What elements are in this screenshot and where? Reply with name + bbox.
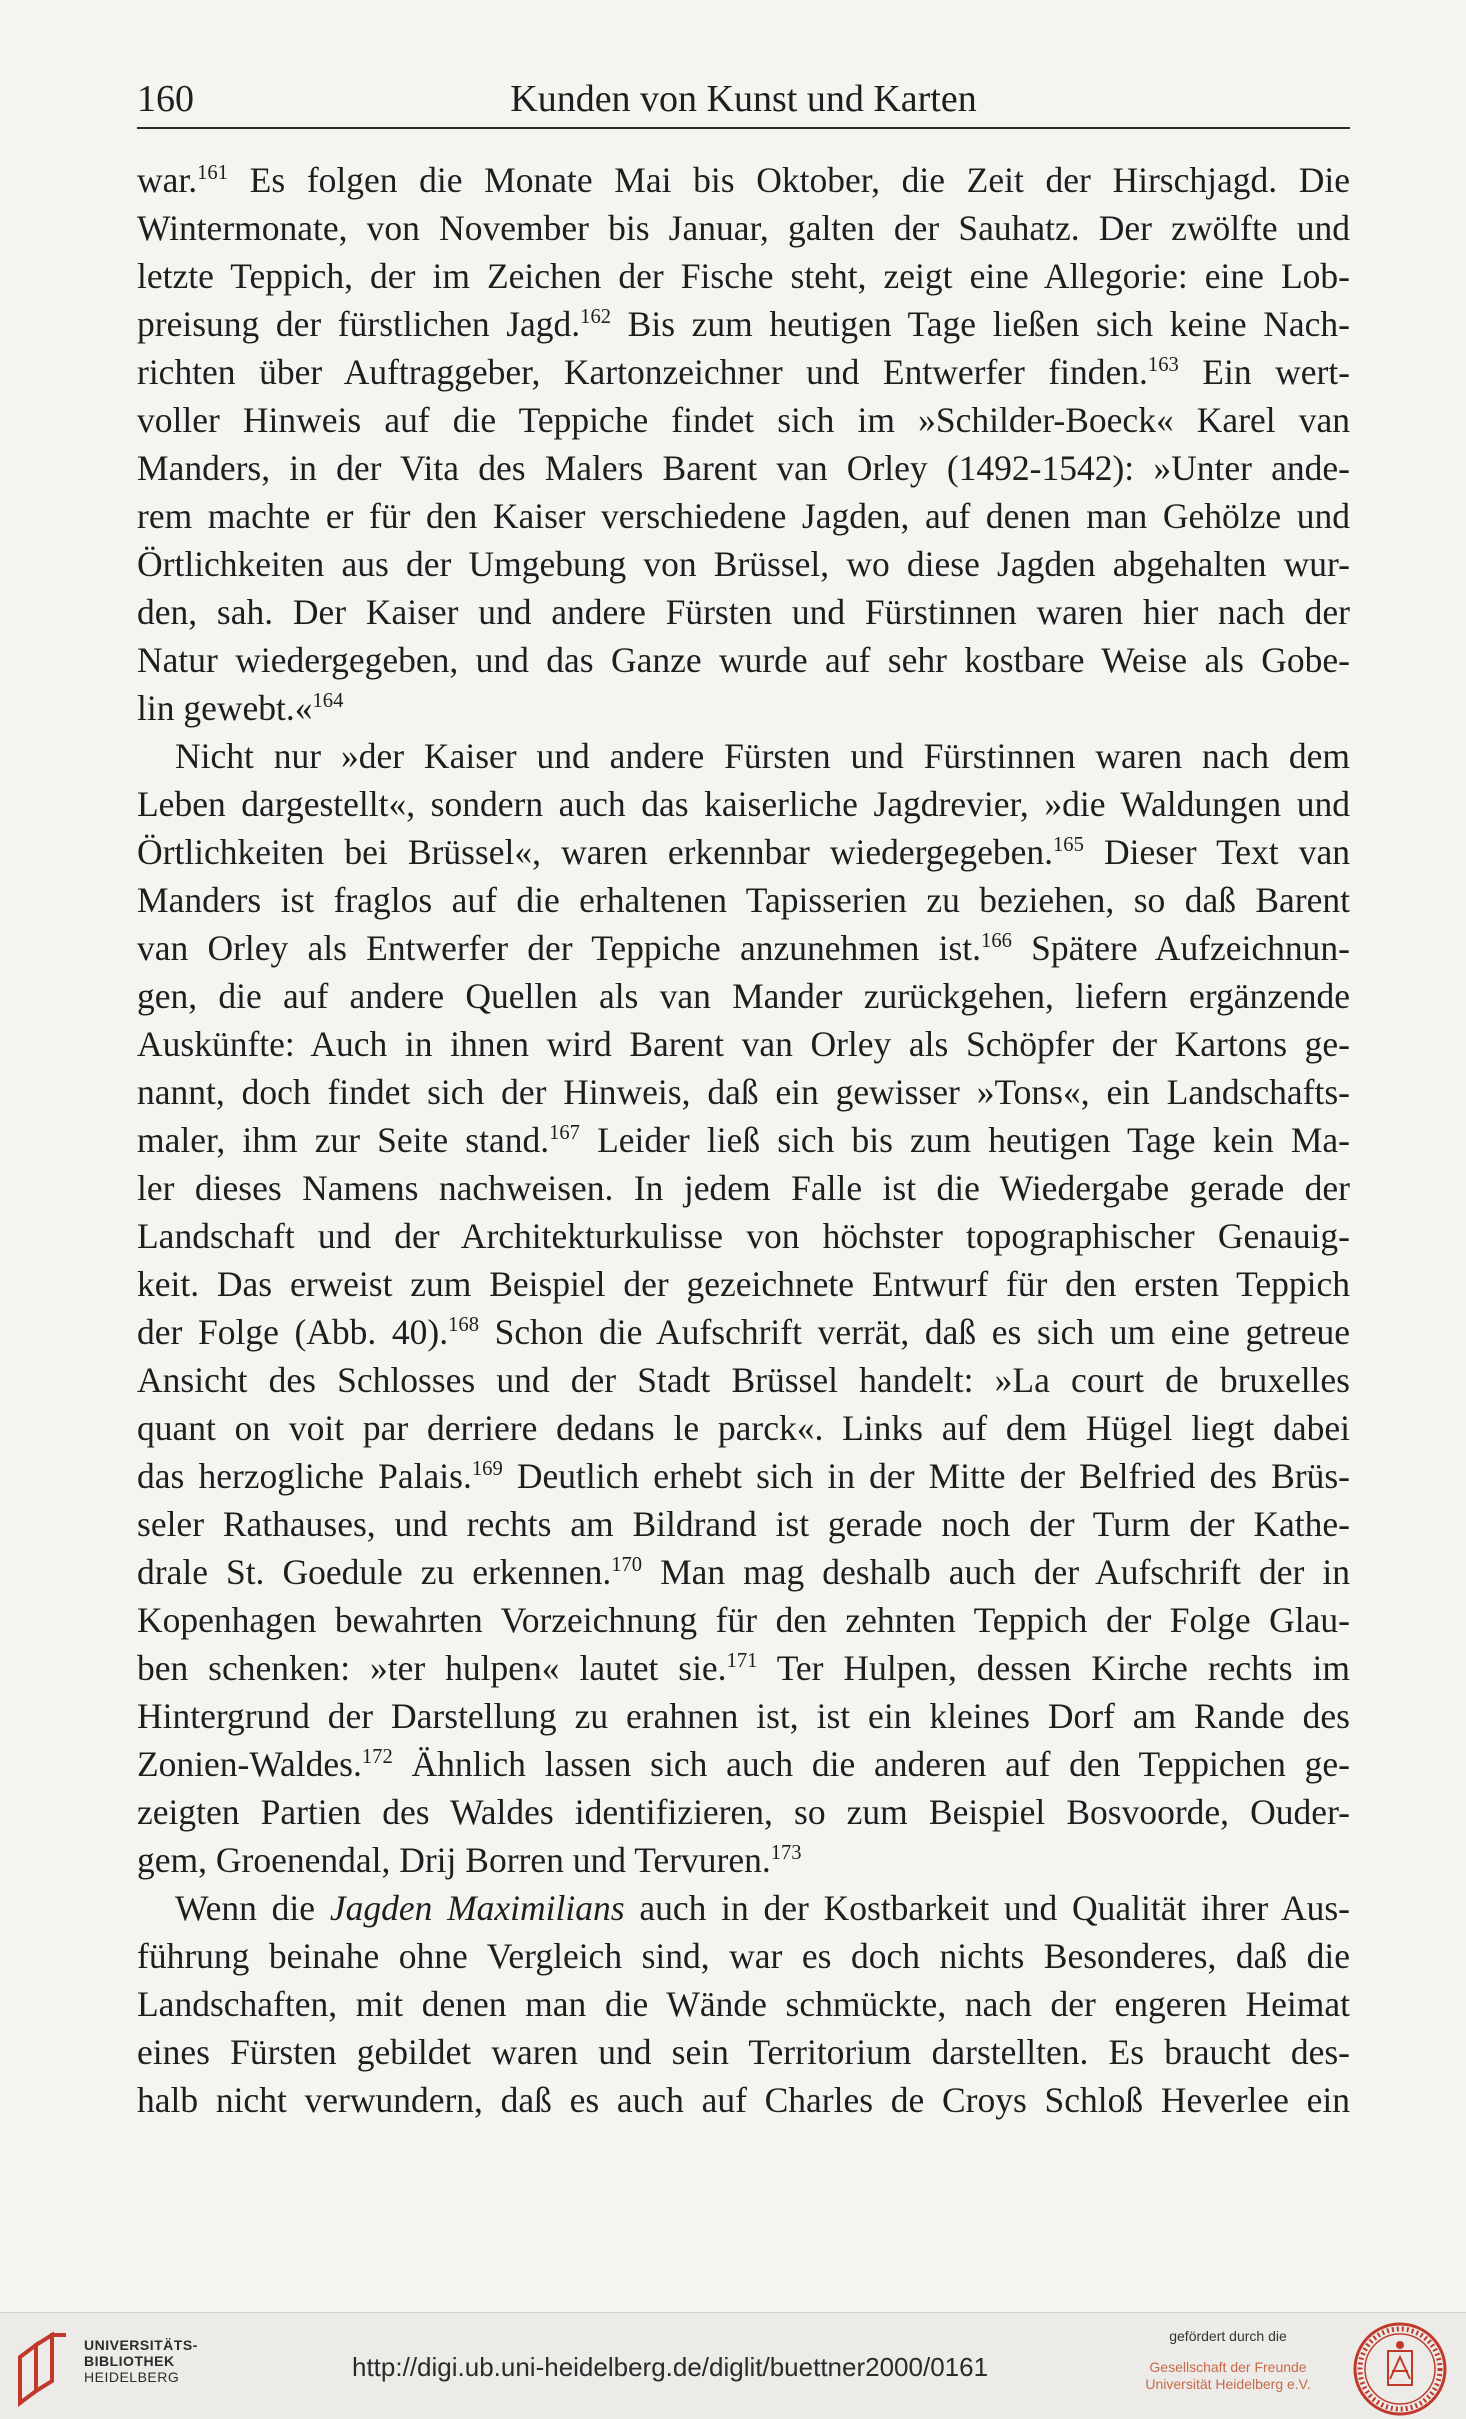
line — [137, 1980, 1350, 2028]
text-run: das herzogliche Palais. — [137, 1456, 472, 1496]
line — [137, 348, 1350, 396]
sponsor — [1128, 2327, 1328, 2393]
text-run: maler, ihm zur Seite stand. — [137, 1120, 550, 1160]
text-run: Wintermonate, von November bis Januar, galten der Sauhatz. Der zwölfte und — [137, 208, 1350, 248]
footnote-ref: 164 — [312, 690, 344, 713]
text-run: Manders, in der Vita des Malers Barent van Orley (1492-1542): »Unter ande- — [137, 448, 1350, 488]
line — [137, 204, 1350, 252]
text-run: Ansicht des Schlosses und der Stadt Brüssel handelt: »La court de bruxelles — [137, 1360, 1350, 1400]
line — [137, 444, 1350, 492]
line — [137, 492, 1350, 540]
line — [137, 636, 1350, 684]
footnote-ref: 161 — [197, 162, 229, 185]
sponsor-org-line: Universität Heidelberg e.V. — [1145, 2376, 1311, 2392]
text-run: Örtlichkeiten aus der Umgebung von Brüssel, wo diese Jagden abgehalten wur- — [137, 544, 1350, 584]
digitization-footer — [0, 2312, 1466, 2419]
line — [137, 396, 1350, 444]
line — [137, 1020, 1350, 1068]
line — [137, 1260, 1350, 1308]
line — [137, 1452, 1350, 1500]
text-run: preisung der fürstlichen Jagd. — [137, 304, 581, 344]
line — [137, 1164, 1350, 1212]
italic-title: Jagden Maximilians — [329, 1888, 625, 1928]
text-run: nannt, doch findet sich der Hinweis, daß ein gewisser »Tons«, ein Landschafts- — [137, 1072, 1350, 1112]
footnote-ref: 171 — [726, 1650, 758, 1673]
line — [137, 588, 1350, 636]
text-run: ben schenken: »ter hulpen« lautet sie. — [137, 1648, 727, 1688]
footnote-ref: 166 — [981, 930, 1012, 953]
text-run: Wenn die — [175, 1888, 330, 1928]
text-run: rem machte er für den Kaiser verschiedene Jagden, auf denen man Gehölze und — [137, 496, 1350, 536]
footnote-ref: 172 — [361, 1746, 393, 1769]
line — [137, 1548, 1350, 1596]
text-run: Kopenhagen bewahrten Vorzeichnung für den zehnten Teppich der Folge Glau- — [137, 1600, 1350, 1640]
text-run: Nicht nur »der Kaiser und andere Fürsten und Fürstinnen waren nach dem — [175, 736, 1350, 776]
text-run: gen, die auf andere Quellen als van Mander zurückgehen, liefern ergänzende — [137, 976, 1350, 1016]
footnote-ref: 170 — [611, 1554, 643, 1577]
line — [137, 2028, 1350, 2076]
text-run: Landschaften, mit denen man die Wände schmückte, nach der engeren Heimat — [137, 1984, 1350, 2024]
library-name-line: BIBLIOTHEK — [84, 2353, 175, 2369]
line — [137, 1596, 1350, 1644]
text-run: seler Rathauses, und rechts am Bildrand ist gerade noch der Turm der Kathe- — [137, 1504, 1350, 1544]
text-run: war. — [137, 160, 198, 200]
sponsor-lead: gefördert durch die — [1169, 2328, 1287, 2344]
text-run: Manders ist fraglos auf die erhaltenen Tapisserien zu beziehen, so daß Barent — [137, 880, 1350, 920]
library-name-line: UNIVERSITÄTS- — [84, 2337, 198, 2353]
line — [137, 1212, 1350, 1260]
text-run: Deutlich erhebt sich in der Mitte der Belfried des Brüs- — [502, 1456, 1350, 1496]
text-run: zeigten Partien des Waldes identifizieren, so zum Beispiel Bosvoorde, Ouder- — [137, 1792, 1350, 1832]
page-number: 160 — [137, 78, 194, 120]
text-run: richten über Auftraggeber, Kartonzeichner und Entwerfer finden. — [137, 352, 1148, 392]
footnote-ref: 165 — [1053, 834, 1084, 857]
library-name — [84, 2337, 198, 2385]
text-run: drale St. Goedule zu erkennen. — [137, 1552, 612, 1592]
text-run: van Orley als Entwerfer der Teppiche anzunehmen ist. — [137, 928, 982, 968]
line — [137, 2076, 1350, 2124]
text-run: Man mag deshalb auch der Aufschrift der in — [642, 1552, 1350, 1592]
body-text — [137, 156, 1350, 2124]
line — [137, 1836, 1350, 1884]
text-run: Schon die Aufschrift verrät, daß es sich um eine getreue — [479, 1312, 1350, 1352]
text-run: Dieser Text van — [1083, 832, 1350, 872]
text-run: voller Hinweis auf die Teppiche findet sich im »Schilder-Boeck« Karel van — [137, 400, 1350, 440]
text-run: Landschaft und der Architekturkulisse von höchster topographischer Genauig- — [137, 1216, 1350, 1256]
text-run: Örtlichkeiten bei Brüssel«, waren erkennbar wiedergegeben. — [137, 832, 1053, 872]
line — [137, 540, 1350, 588]
line — [137, 684, 1350, 732]
text-run: Natur wiedergegeben, und das Ganze wurde auf sehr kostbare Weise als Gobe- — [137, 640, 1350, 680]
footnote-ref: 167 — [549, 1122, 580, 1145]
text-run: letzte Teppich, der im Zeichen der Fische steht, zeigt eine Allegorie: eine Lob- — [137, 256, 1350, 296]
ub-heidelberg-logo-icon — [12, 2331, 72, 2407]
text-run: Auskünfte: Auch in ihnen wird Barent van Orley als Schöpfer der Kartons ge- — [137, 1024, 1350, 1064]
line — [137, 828, 1350, 876]
text-run: den, sah. Der Kaiser und andere Fürsten und Fürstinnen waren hier nach der — [137, 592, 1350, 632]
text-run: Ter Hulpen, dessen Kirche rechts im — [757, 1648, 1350, 1688]
text-run: quant on voit par derriere dedans le parck«. Links auf dem Hügel liegt dabei — [137, 1408, 1350, 1448]
footnote-ref: 163 — [1147, 354, 1179, 377]
line — [137, 300, 1350, 348]
text-run: Spätere Aufzeichnun- — [1011, 928, 1350, 968]
text-run: Leben dargestellt«, sondern auch das kaiserliche Jagdrevier, »die Waldungen und — [137, 784, 1350, 824]
text-run: Leider ließ sich bis zum heutigen Tage kein Ma- — [579, 1120, 1350, 1160]
footnote-ref: 162 — [580, 306, 612, 329]
university-seal-icon — [1352, 2321, 1448, 2417]
line — [137, 252, 1350, 300]
text-run: Ein wert- — [1178, 352, 1350, 392]
line — [137, 1500, 1350, 1548]
library-name-line: HEIDELBERG — [84, 2369, 180, 2385]
text-run: führung beinahe ohne Vergleich sind, war es doch nichts Besonderes, daß die — [137, 1936, 1350, 1976]
line — [137, 1932, 1350, 1980]
line — [137, 1308, 1350, 1356]
line — [137, 972, 1350, 1020]
text-run: Es folgen die Monate Mai bis Oktober, die Zeit der Hirschjagd. Die — [228, 160, 1350, 200]
line — [137, 1788, 1350, 1836]
line — [137, 1740, 1350, 1788]
line — [137, 1644, 1350, 1692]
text-run: lin gewebt.« — [137, 688, 313, 728]
text-run: keit. Das erweist zum Beispiel der gezeichnete Entwurf für den ersten Teppich — [137, 1264, 1350, 1304]
line — [137, 780, 1350, 828]
page-header — [137, 74, 1350, 124]
line — [137, 1356, 1350, 1404]
line — [137, 1116, 1350, 1164]
text-run: der Folge (Abb. 40). — [137, 1312, 449, 1352]
text-run: halb nicht verwundern, daß es auch auf Charles de Croys Schloß Heverlee ein — [137, 2080, 1350, 2120]
text-run: gem, Groenendal, Drij Borren und Tervuren. — [137, 1840, 771, 1880]
paragraph-start — [137, 1884, 1350, 1932]
text-run: Hintergrund der Darstellung zu erahnen ist, ist ein kleines Dorf am Rande des — [137, 1696, 1350, 1736]
line — [137, 1068, 1350, 1116]
text-run: Bis zum heutigen Tage ließen sich keine Nach- — [611, 304, 1350, 344]
text-run: Ähnlich lassen sich auch die anderen auf den Teppichen ge- — [392, 1744, 1350, 1784]
line — [137, 1404, 1350, 1452]
text-run: eines Fürsten gebildet waren und sein Territorium darstellten. Es braucht des- — [137, 2032, 1350, 2072]
text-run: Zonien-Waldes. — [137, 1744, 362, 1784]
sponsor-org-line: Gesellschaft der Freunde — [1149, 2359, 1307, 2375]
footnote-ref: 173 — [770, 1842, 802, 1865]
running-head: Kunden von Kunst und Karten — [510, 78, 977, 120]
header-rule — [137, 127, 1350, 129]
digitization-url[interactable]: http://digi.ub.uni-heidelberg.de/diglit/buettner2000/0161 — [352, 2352, 989, 2382]
footnote-ref: 168 — [448, 1314, 479, 1337]
line — [137, 924, 1350, 972]
footnote-ref: 169 — [471, 1458, 503, 1481]
line — [137, 1692, 1350, 1740]
line — [137, 156, 1350, 204]
text-run: ler dieses Namens nachweisen. In jedem Falle ist die Wiedergabe gerade der — [137, 1168, 1350, 1208]
paragraph-start — [137, 732, 1350, 780]
line — [137, 876, 1350, 924]
text-run: auch in der Kostbarkeit und Qualität ihrer Aus- — [624, 1888, 1350, 1928]
